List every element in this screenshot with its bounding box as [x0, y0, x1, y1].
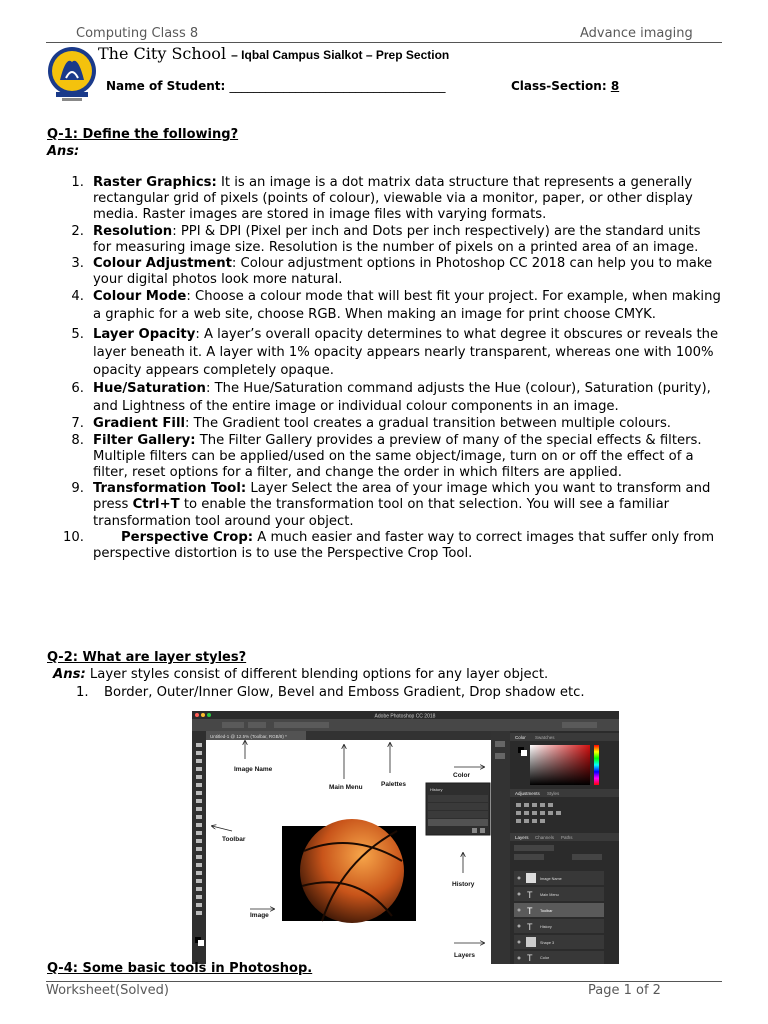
channels-panel-tab[interactable]: Channels	[535, 835, 555, 840]
term: Filter Gallery:	[93, 432, 196, 448]
history-panel-tab[interactable]: History	[430, 787, 443, 792]
term: Colour Mode	[93, 289, 187, 305]
term: Layer Opacity	[93, 327, 196, 343]
photoshop-screenshot	[192, 711, 619, 964]
section-name: Prep Section	[375, 48, 450, 62]
svg-text:T: T	[527, 906, 533, 916]
adjustments-panel-tab[interactable]: Adjustments	[515, 791, 540, 796]
document-tab[interactable]: Untitled-1 @ 12.5% (Toolbar, RGB/8) *	[210, 734, 287, 739]
list-item: 6. Hue/Saturation: The Hue/Saturation command adjusts the Hue (colour), Saturation (purity), and Lightness of the entire image or individual colour components in an image.	[71, 381, 711, 415]
list-item: 5. Layer Opacity: A layer’s overall opacity determines to what degree it obscures or reveals the layer beneath it. A layer with 1% opacity appears nearly transparent, whereas one with 100% opacity appears completely opaque.	[71, 327, 719, 379]
question-1-title: Q-1: Define the following?	[47, 127, 239, 142]
school-logo-icon	[46, 46, 98, 104]
annotation-layers: Layers	[454, 952, 475, 959]
paths-panel-tab[interactable]: Paths	[561, 835, 573, 840]
annotation-main-menu: Main Menu	[329, 784, 363, 791]
color-panel-tab[interactable]: Color	[515, 735, 526, 740]
annotation-toolbar: Toolbar	[222, 836, 246, 843]
color-panel-tabs[interactable]	[510, 733, 619, 741]
window-title: Adobe Photoshop CC 2018	[374, 713, 436, 720]
list-item: 8. Filter Gallery: The Filter Gallery provides a preview of many of the special effects & filters. Multiple filters can be applied/used on the same object/image, turn on or off the effect of a filter, reset options for a filter, and change the order in which filters are applied.	[71, 432, 702, 481]
school-heading: The City School – Iqbal Campus Sialkot – Prep Section	[98, 44, 450, 63]
term: Hue/Saturation	[93, 381, 206, 397]
footer-divider	[46, 981, 722, 982]
list-item: 7. Gradient Fill: The Gradient tool creates a gradual transition between multiple colours.	[71, 416, 672, 432]
term: Gradient Fill	[93, 416, 185, 432]
layer-item[interactable]: Shape 3	[540, 941, 555, 945]
class-section-line	[511, 79, 619, 93]
svg-text:T: T	[527, 953, 533, 963]
annotation-palettes: Palettes	[381, 781, 406, 788]
layer-item[interactable]: Color	[540, 956, 550, 960]
header-course: Computing Class 8	[76, 26, 199, 41]
annotation-history: History	[452, 881, 475, 888]
header-divider	[46, 42, 722, 43]
question-1-ans-label: Ans:	[47, 144, 80, 159]
header-topic: Advance imaging	[580, 26, 693, 41]
campus-name: Iqbal Campus Sialkot	[241, 48, 363, 62]
list-item: 4. Colour Mode: Choose a colour mode that will best fit your project. For example, when making a graphic for a web site, choose RGB. When making an image for print choose CMYK.	[71, 289, 721, 323]
class-section-value: 8	[610, 79, 620, 93]
swatches-panel-tab[interactable]: Swatches	[535, 735, 555, 740]
svg-text:T: T	[527, 890, 533, 900]
list-item: 10. Perspective Crop: A much easier and faster way to correct images that suffer only from perspective distortion is to use the Perspective Crop Tool.	[63, 529, 715, 562]
term: Perspective Crop:	[121, 529, 254, 545]
question-4-title: Q-4: Some basic tools in Photoshop.	[47, 961, 313, 976]
term: Raster Graphics:	[93, 175, 217, 190]
list-item: 3. Colour Adjustment: Colour adjustment options in Photoshop CC 2018 can help you to make your digital photos look more natural.	[71, 256, 713, 288]
list-item: 9. Transformation Tool: Layer Select the area of your image which you want to transform and press Ctrl+T to enable the transformation tool on that selection. You will see a familiar transformation tool around your object.	[71, 481, 711, 529]
student-blank: ____________________________________	[229, 79, 446, 93]
layer-item[interactable]: Toolbar	[540, 909, 553, 913]
layer-item[interactable]: History	[540, 925, 552, 929]
layer-item[interactable]: Main Menu	[540, 893, 559, 897]
layer-item[interactable]: Image Name	[540, 877, 562, 881]
list-item: 1. Raster Graphics: It is an image is a dot matrix data structure that represents a generally rectangular grid of pixels (points of colour), viewable via a monitor, paper, or other display media. Raster images are stored in image files with varying formats.	[71, 175, 693, 223]
term: Colour Adjustment	[93, 256, 232, 272]
term: Resolution	[93, 223, 173, 239]
svg-text:T: T	[527, 922, 533, 932]
definition-list	[58, 175, 722, 562]
annotation-image: Image	[250, 912, 269, 919]
question-2-answer: Ans: Layer styles consist of different blending options for any layer object.	[53, 667, 549, 682]
annotation-color: Color	[453, 772, 470, 779]
school-name: The City School	[98, 44, 227, 63]
annotation-image-name: Image Name	[234, 766, 273, 773]
layers-panel-tab[interactable]: Layers	[515, 835, 529, 840]
hue-slider[interactable]	[594, 745, 599, 785]
class-section-label: Class-Section:	[511, 79, 607, 93]
page-number: Page 1 of 2	[588, 983, 661, 998]
student-label: Name of Student:	[106, 79, 226, 93]
footer-label: Worksheet(Solved)	[46, 983, 169, 998]
question-2-title: Q-2: What are layer styles?	[47, 650, 247, 665]
student-name-line	[106, 79, 446, 93]
styles-panel-tab[interactable]: Styles	[547, 791, 560, 796]
list-item: 1. Border, Outer/Inner Glow, Bevel and Emboss Gradient, Drop shadow etc.	[76, 685, 585, 700]
term: Transformation Tool:	[93, 481, 247, 497]
shortcut-key: Ctrl+T	[132, 497, 180, 513]
list-item: 2. Resolution: PPI & DPI (Pixel per inch and Dots per inch respectively) are the standard units for measuring image size. Resolution is the number of pixels on a printed area of an image.	[71, 223, 701, 255]
